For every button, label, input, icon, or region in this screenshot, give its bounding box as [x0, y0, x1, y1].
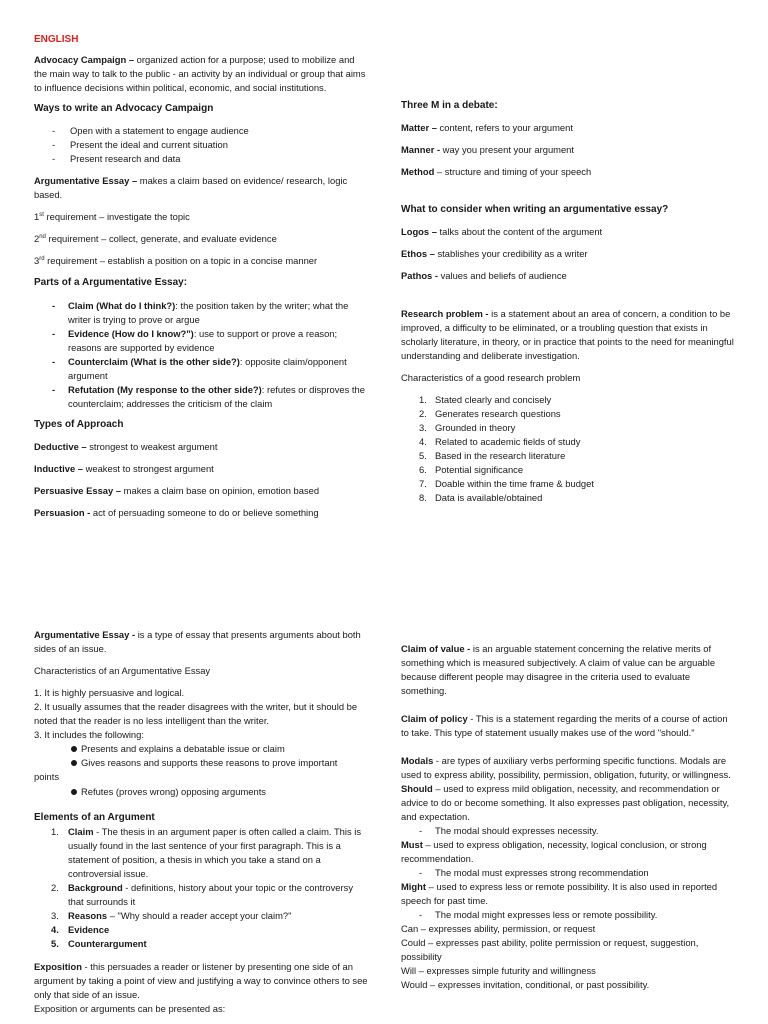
arg-essay-term: Argumentative Essay -: [34, 629, 136, 640]
element-text: - The thesis in an argument paper is often called a claim. This is usually found in the last sentence of your first paragraph. This is a statement of position, a thesis in which you take a stand on a controversial issue.: [68, 826, 362, 879]
requirement-3: [34, 254, 368, 268]
approach-term: Persuasion -: [34, 507, 91, 518]
might-definition: [401, 880, 735, 908]
bullet-overflow: points: [34, 771, 60, 782]
three-m-term: Matter –: [401, 122, 437, 133]
list-item: [34, 881, 368, 909]
requirement-suffix: rd: [39, 255, 45, 262]
consider-text: values and beliefs of audience: [437, 270, 567, 281]
consider-term: Logos –: [401, 226, 437, 237]
claim-policy-term: Claim of policy: [401, 713, 468, 724]
approach-text: strongest to weakest argument: [86, 441, 218, 452]
list-item: [401, 463, 735, 477]
bullet-icon: [71, 746, 77, 752]
three-m-method: [401, 165, 735, 179]
list-item: [401, 407, 735, 421]
consider-term: Ethos –: [401, 248, 435, 259]
item-number: 4.: [51, 924, 59, 935]
arg-essay-definition: [34, 628, 368, 656]
approach-text: weakest to strongest argument: [82, 463, 214, 474]
should-note: - The modal should expresses necessity.: [401, 824, 735, 838]
top-right-column: [401, 99, 735, 505]
list-item: [401, 421, 735, 435]
bullet-text: Presents and explains a debatable issue or claim: [81, 743, 285, 754]
includes-list-continued: [34, 785, 368, 799]
list-item: [34, 327, 368, 355]
list-item: - Present research and data: [34, 152, 368, 166]
research-problem-definition: [401, 307, 735, 363]
item-text: Related to academic fields of study: [435, 436, 581, 447]
requirement-text: requirement – establish a position on a topic in a concise manner: [44, 255, 318, 266]
part-text: : use to support or prove a reason; reasons are supported by evidence: [68, 328, 338, 353]
consider-term: Pathos -: [401, 270, 438, 281]
parts-list: [34, 299, 368, 411]
might-term: Might: [401, 881, 426, 892]
should-term: Should: [401, 783, 433, 794]
approach-deductive: [34, 440, 368, 454]
arg-essay-text: is a type of essay that presents arguments about both sides of an issue.: [34, 629, 361, 654]
list-item: [401, 477, 735, 491]
argumentative-essay-text: makes a claim based on evidence/ research, logic based.: [34, 175, 348, 200]
exposition-definition: [34, 960, 368, 1002]
item-number: 6.: [419, 464, 427, 475]
part-term: Evidence (How do I know?"): [68, 328, 194, 339]
item-number: 2.: [419, 408, 427, 419]
bullet-text: Refutes (proves wrong) opposing arguments: [81, 786, 266, 797]
bullet-text: Gives reasons and supports these reasons to prove important: [81, 757, 338, 768]
item-text: Generates research questions: [435, 408, 561, 419]
should-definition: [401, 782, 735, 824]
advocacy-campaign-text: organized action for a purpose; used to mobilize and the main way to talk to the public - an activity by an individual or group that aims to influence decisions within political, economic, and social institutions.: [34, 54, 366, 93]
approach-heading: Types of Approach: [34, 419, 124, 430]
point-3: 3. It includes the following:: [34, 729, 144, 740]
item-number: 5.: [419, 450, 427, 461]
must-text: – used to express obligation, necessity, logical conclusion, or strong recommendation.: [401, 839, 707, 864]
arg-characteristics-heading: Characteristics of an Argumentative Essay: [34, 665, 211, 676]
approach-persuasion: [34, 506, 368, 520]
item-text: Data is available/obtained: [435, 492, 543, 503]
three-m-heading: Three M in a debate:: [401, 100, 498, 111]
three-m-text: content, refers to your argument: [436, 122, 573, 133]
modal-will: Will – expresses simple futurity and willingness: [401, 965, 596, 976]
bullet-icon: [71, 760, 77, 766]
modals-definition: [401, 754, 735, 782]
should-text: – used to express mild obligation, necessity, and recommendation or advice to do or become something. It also expresses past obligation, necessity, and expectation.: [401, 783, 730, 822]
part-term: Claim (What do I think?): [68, 300, 176, 311]
might-note: - The modal might expresses less or remote possibility.: [401, 908, 735, 922]
requirement-1: [34, 210, 368, 224]
argumentative-essay-definition: [34, 174, 368, 202]
consider-heading: What to consider when writing an argumentative essay?: [401, 204, 669, 215]
element-term: Evidence: [68, 924, 110, 935]
approach-term: Inductive –: [34, 463, 83, 474]
list-item: [34, 756, 368, 770]
exposition-note: Exposition or arguments can be presented as:: [34, 1003, 226, 1014]
approach-inductive: [34, 462, 368, 476]
consider-logos: [401, 225, 735, 239]
must-term: Must: [401, 839, 423, 850]
approach-text: makes a claim base on opinion, emotion based: [121, 485, 320, 496]
element-term: Background: [68, 882, 123, 893]
list-item: - Open with a statement to engage audience: [34, 124, 368, 138]
item-number: 2.: [51, 882, 59, 893]
list-item: [34, 909, 368, 923]
item-number: 4.: [419, 436, 427, 447]
part-text: : refutes or disproves the counterclaim; addresses the criticism of the claim: [68, 384, 365, 409]
top-left-column: [34, 33, 368, 520]
ways-heading: Ways to write an Advocacy Campaign: [34, 103, 214, 114]
bullet-icon: [71, 789, 77, 795]
part-term: Counterclaim (What is the other side?): [68, 356, 240, 367]
must-note: - The modal must expresses strong recommendation: [401, 866, 735, 880]
element-term: Counterargument: [68, 938, 147, 949]
elements-heading: Elements of an Argument: [34, 812, 155, 823]
list-item: [401, 449, 735, 463]
exposition-term: Exposition: [34, 961, 82, 972]
list-item: [401, 393, 735, 407]
bottom-right-column: [401, 642, 735, 992]
claim-value-text: is an arguable statement concerning the relative merits of something which is measured subjectively. A claim of value can be arguable because different people may disagree in the criteria used to evaluate something.: [401, 643, 716, 696]
part-text: : opposite claim/opponent argument: [68, 356, 347, 381]
item-number: 8.: [419, 492, 427, 503]
modal-can: Can – expresses ability, permission, or request: [401, 923, 596, 934]
claim-policy-text: - This is a statement regarding the merits of a course of action to take. This type of statement usually makes use of the word "should.": [401, 713, 728, 738]
research-characteristics-heading: Characteristics of a good research problem: [401, 372, 581, 383]
approach-term: Deductive –: [34, 441, 87, 452]
requirement-suffix: nd: [39, 233, 46, 240]
claim-value-definition: [401, 642, 735, 698]
might-text: – used to express less or remote possibility. It is also used in reported speech for past time.: [401, 881, 718, 906]
requirement-number: 2: [34, 233, 40, 244]
must-definition: [401, 838, 735, 866]
requirement-number: 1: [34, 211, 40, 222]
requirement-number: 3: [34, 255, 40, 266]
approach-persuasive: [34, 484, 368, 498]
three-m-matter: [401, 121, 735, 135]
list-item: [34, 355, 368, 383]
list-item: [34, 937, 368, 951]
point-1: 1. It is highly persuasive and logical.: [34, 687, 185, 698]
three-m-text: – structure and timing of your speech: [434, 166, 592, 177]
item-number: 7.: [419, 478, 427, 489]
three-m-term: Method: [401, 166, 435, 177]
advocacy-campaign-definition: [34, 53, 368, 95]
element-term: Claim: [68, 826, 94, 837]
requirement-text: requirement – investigate the topic: [43, 211, 190, 222]
requirement-suffix: st: [39, 211, 44, 218]
parts-heading: Parts of a Argumentative Essay:: [34, 277, 188, 288]
modals-text: - are types of auxiliary verbs performing specific functions. Modals are used to express ability, possibility, permission, obligation, futurity, or willingness.: [401, 755, 731, 780]
list-item: [34, 742, 368, 756]
three-m-manner: [401, 143, 735, 157]
list-item: [401, 435, 735, 449]
item-number: 3.: [419, 422, 427, 433]
item-text: Stated clearly and concisely: [435, 394, 552, 405]
modals-term: Modals: [401, 755, 434, 766]
consider-text: talks about the content of the argument: [436, 226, 603, 237]
research-characteristics-list: [401, 393, 735, 505]
modal-could: Could – expresses past ability, polite permission or request, suggestion, possibility: [401, 937, 699, 962]
item-text: Grounded in theory: [435, 422, 516, 433]
includes-list: [34, 742, 368, 770]
part-term: Refutation (My response to the other side?): [68, 384, 262, 395]
element-text: – "Why should a reader accept your claim?": [107, 910, 292, 921]
requirement-text: requirement – collect, generate, and evaluate evidence: [45, 233, 277, 244]
list-item: - Present the ideal and current situation: [34, 138, 368, 152]
research-problem-term: Research problem -: [401, 308, 489, 319]
item-text: Potential significance: [435, 464, 524, 475]
elements-list: [34, 825, 368, 951]
list-item: [401, 491, 735, 505]
item-number: 3.: [51, 910, 59, 921]
claim-value-term: Claim of value -: [401, 643, 471, 654]
element-text: - definitions, history about your topic or the controversy that surrounds it: [68, 882, 354, 907]
element-term: Reasons: [68, 910, 108, 921]
list-item: [34, 383, 368, 411]
argumentative-essay-term: Argumentative Essay –: [34, 175, 138, 186]
advocacy-campaign-term: Advocacy Campaign –: [34, 54, 135, 65]
consider-text: stablishes your credibility as a writer: [434, 248, 588, 259]
list-item: [34, 825, 368, 881]
exposition-text: - this persuades a reader or listener by presenting one side of an argument by taking a point of view and justifying a way to convince others to see only that side of an issue.: [34, 961, 368, 1000]
item-text: Doable within the time frame & budget: [435, 478, 594, 489]
bottom-left-column: [34, 628, 368, 1016]
list-item: [34, 923, 368, 937]
item-number: 5.: [51, 938, 59, 949]
claim-policy-definition: [401, 712, 735, 740]
item-number: 1.: [51, 826, 59, 837]
english-label: ENGLISH: [34, 34, 79, 45]
list-item: [34, 785, 368, 799]
approach-term: Persuasive Essay –: [34, 485, 122, 496]
three-m-term: Manner -: [401, 144, 441, 155]
modal-would: Would – expresses invitation, conditional, or past possibility.: [401, 979, 650, 990]
point-2: 2. It usually assumes that the reader disagrees with the writer, but it should be noted that the reader is no less intelligent than the writer.: [34, 701, 358, 726]
consider-pathos: [401, 269, 735, 283]
three-m-text: way you present your argument: [440, 144, 575, 155]
ways-list: [34, 124, 368, 166]
research-problem-text: is a statement about an area of concern, a condition to be improved, a difficulty to be eliminated, or a troubling question that exists in scholarly literature, in theory, or in practice that points to the need for meaningful understanding and deliberate investigation.: [401, 308, 734, 361]
requirement-2: [34, 232, 368, 246]
consider-ethos: [401, 247, 735, 261]
approach-text: act of persuading someone to do or believe something: [90, 507, 319, 518]
item-text: Based in the research literature: [435, 450, 566, 461]
item-number: 1.: [419, 394, 427, 405]
list-item: [34, 299, 368, 327]
part-text: : the position taken by the writer; what the writer is trying to prove or argue: [68, 300, 349, 325]
